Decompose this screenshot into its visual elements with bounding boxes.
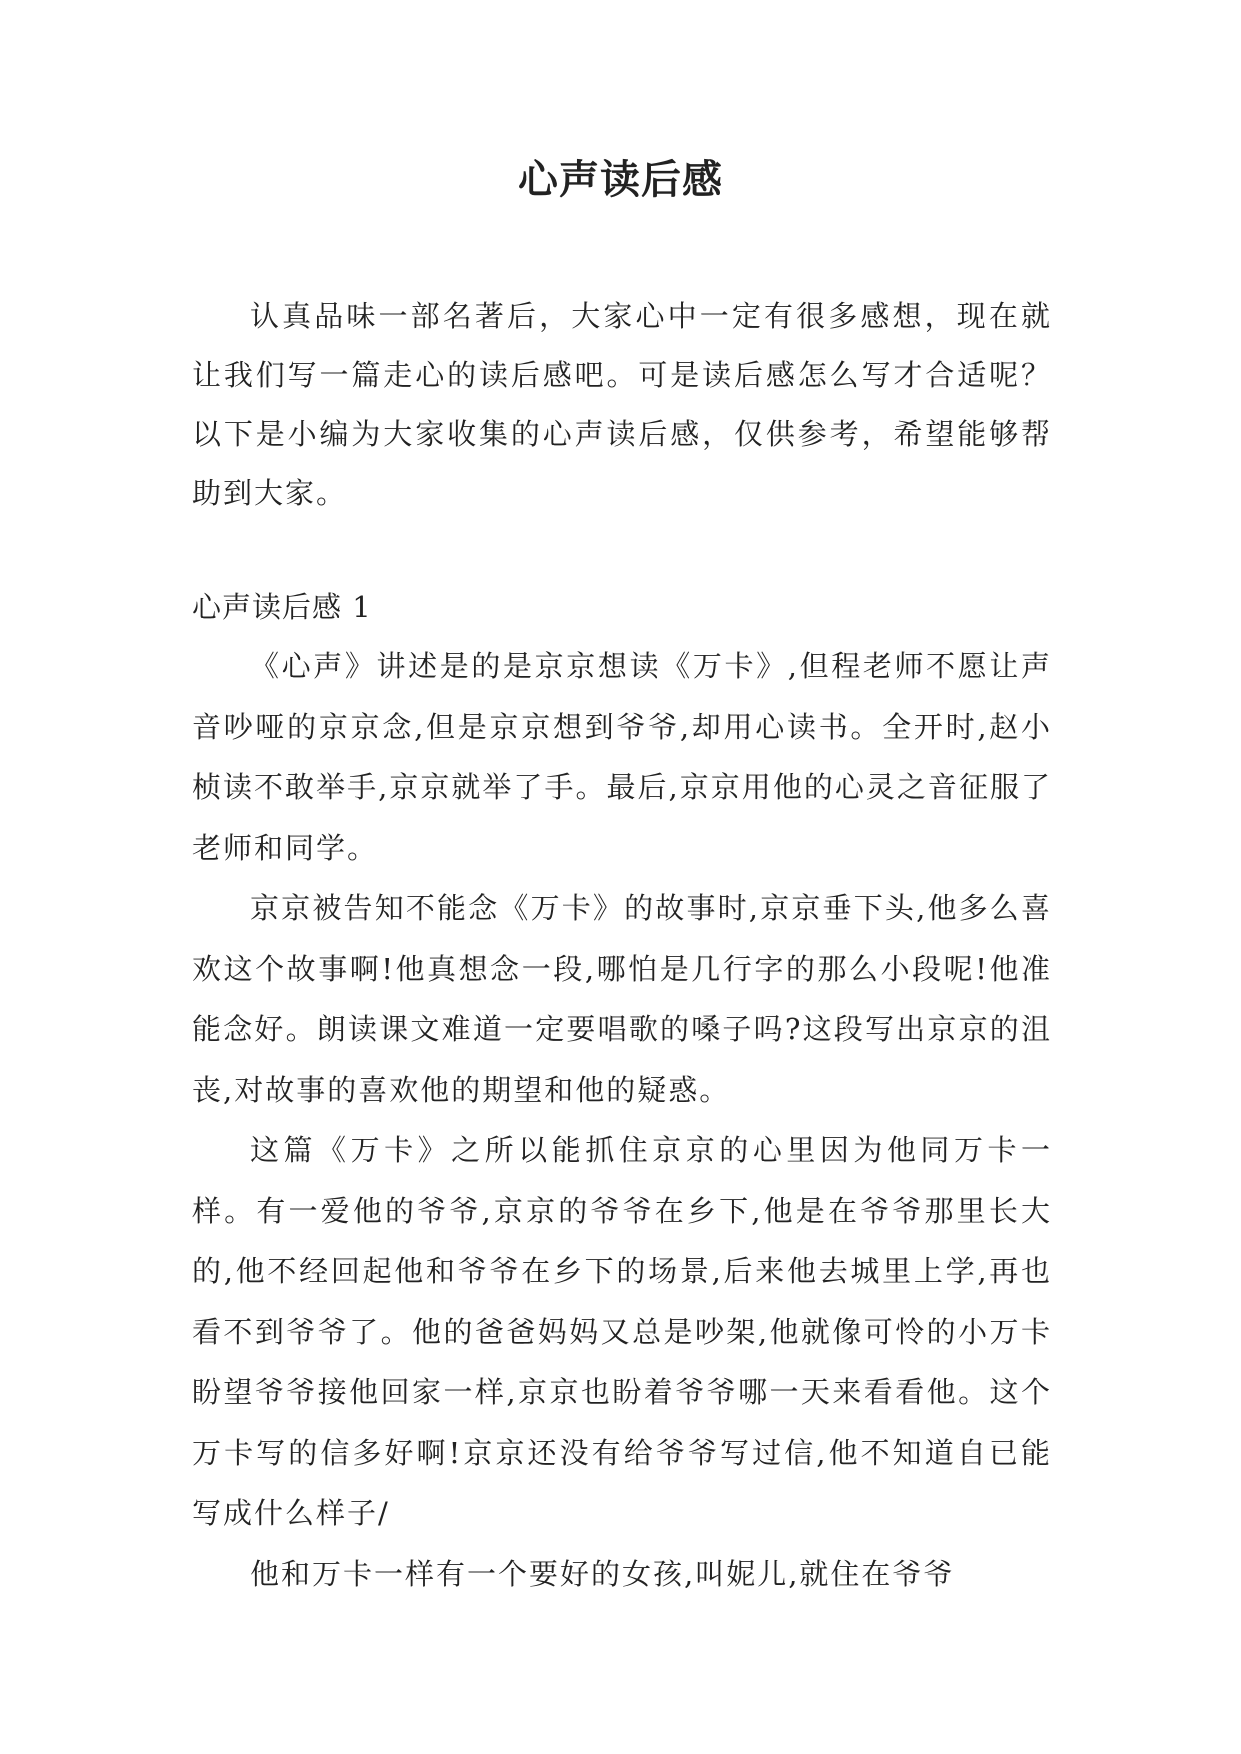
body-paragraph: 《心声》讲述是的是京京想读《万卡》,但程老师不愿让声音吵哑的京京念,但是京京想到爷爷,却用心读书。全开时,赵小桢读不敢举手,京京就举了手。最后,京京用他的心灵之音征服了老师和同学。 bbox=[192, 649, 1052, 865]
body-paragraph: 这篇《万卡》之所以能抓住京京的心里因为他同万卡一样。有一爱他的爷爷,京京的爷爷在乡下,他是在爷爷那里长大的,他不经回起他和爷爷在乡下的场景,后来他去城里上学,再也看不到爷爷了。他的爸爸妈妈又总是吵架,他就像可怜的小万卡盼望爷爷接他回家一样,京京也盼着爷爷哪一天来看看他。这个万卡写的信多好啊!京京还没有给爷爷写过信,他不知道自已能写成什么样子/ bbox=[192, 1133, 1052, 1530]
section-body bbox=[192, 636, 1052, 1604]
section-heading: 心声读后感 1 bbox=[192, 590, 372, 624]
document-title: 心声读后感 bbox=[518, 157, 723, 203]
body-paragraph: 他和万卡一样有一个要好的女孩,叫妮儿,就住在爷爷 bbox=[250, 1556, 955, 1591]
intro-paragraph: 认真品味一部名著后，大家心中一定有很多感想，现在就让我们写一篇走心的读后感吧。可是读后感怎么写才合适呢？以下是小编为大家收集的心声读后感，仅供参考，希望能够帮助到大家。 bbox=[192, 299, 1052, 510]
body-paragraph: 京京被告知不能念《万卡》的故事时,京京垂下头,他多么喜欢这个故事啊!他真想念一段,哪怕是几行字的那么小段呢!他准能念好。朗读课文难道一定要唱歌的嗓子吗?这段写出京京的沮丧,对故事的喜欢他的期望和他的疑惑。 bbox=[192, 891, 1052, 1107]
